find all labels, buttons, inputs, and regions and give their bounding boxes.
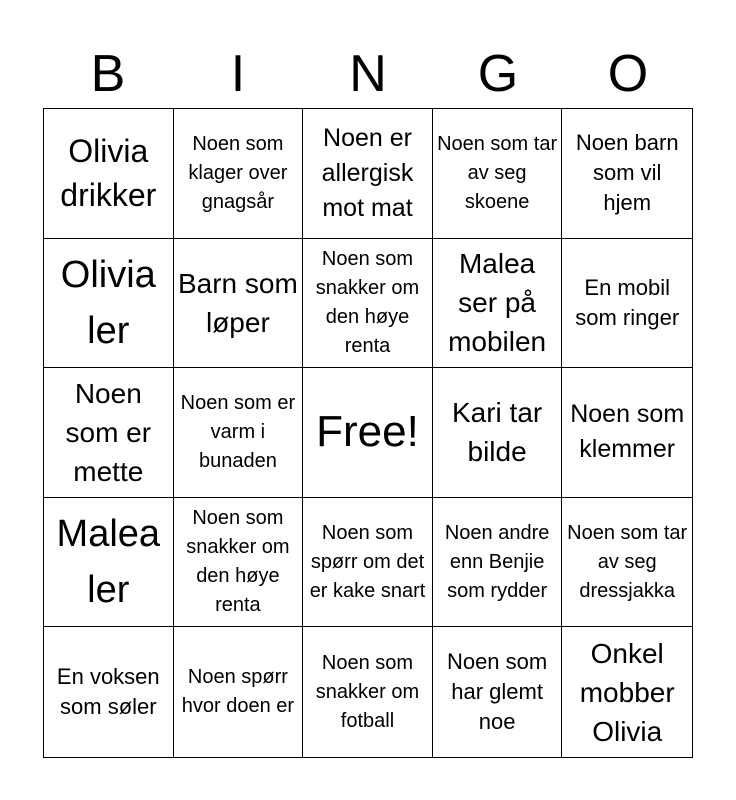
bingo-cell-r2c1[interactable]	[44, 239, 174, 369]
bingo-cell-r1c5[interactable]	[562, 109, 692, 239]
cell-text: Noen som snakker om den høye renta	[186, 507, 290, 617]
bingo-cell-r2c5[interactable]	[562, 239, 692, 369]
bingo-cell-r5c4[interactable]	[433, 627, 563, 757]
cell-text: Olivia drikker	[60, 133, 157, 214]
bingo-cell-r3c1[interactable]	[44, 368, 174, 498]
header-letter-b: B	[90, 45, 126, 103]
header-letter-g: G	[477, 45, 519, 103]
bingo-cell-r1c4[interactable]	[433, 109, 563, 239]
bingo-cell-r3c5[interactable]	[562, 368, 692, 498]
cell-text: Noen som spørr om det er kake snart	[309, 521, 426, 602]
bingo-cell-r1c2[interactable]	[174, 109, 304, 239]
cell-text: Noen som snakker om fotball	[315, 651, 420, 732]
bingo-cell-r2c3[interactable]	[303, 239, 433, 369]
bingo-cell-r4c2[interactable]	[174, 498, 304, 628]
bingo-cell-r2c2[interactable]	[174, 239, 304, 369]
cell-text: Malea ler	[56, 513, 161, 612]
bingo-cell-r5c1[interactable]	[44, 627, 174, 757]
cell-text: Noen spørr hvor doen er	[181, 666, 295, 718]
header-letter-n: N	[349, 45, 387, 103]
cell-text: Onkel mobber Olivia	[579, 637, 675, 747]
bingo-cell-r3c3[interactable]	[303, 368, 433, 498]
cell-text: Kari tar bilde	[451, 397, 543, 468]
bingo-cell-r3c2[interactable]	[174, 368, 304, 498]
header-letter-o: O	[607, 45, 649, 103]
cell-text: Noen barn som vil hjem	[575, 130, 679, 216]
bingo-cell-r2c4[interactable]	[433, 239, 563, 369]
cell-text-free: Free!	[316, 407, 419, 457]
cell-text: Noen er allergisk mot mat	[321, 123, 414, 222]
bingo-header	[43, 40, 693, 108]
cell-text: Noen som er varm i bunaden	[180, 391, 296, 472]
cell-text: En mobil som ringer	[575, 274, 680, 330]
bingo-cell-r1c3[interactable]	[303, 109, 433, 239]
cell-text: Noen som snakker om den høye renta	[315, 247, 420, 357]
bingo-cell-r1c1[interactable]	[44, 109, 174, 239]
bingo-cell-r3c4[interactable]	[433, 368, 563, 498]
cell-text: Noen som tar av seg dressjakka	[567, 521, 688, 602]
cell-text: Noen som er mette	[65, 377, 152, 487]
cell-text: Barn som løper	[177, 267, 298, 338]
bingo-cell-r5c5[interactable]	[562, 627, 692, 757]
cell-text: Noen andre enn Benjie som rydder	[444, 521, 550, 602]
header-letter-i: I	[230, 45, 246, 103]
cell-text: Noen som klager over gnagsår	[188, 132, 288, 213]
cell-text: Olivia ler	[60, 253, 156, 352]
bingo-cell-r5c3[interactable]	[303, 627, 433, 757]
bingo-cell-r4c5[interactable]	[562, 498, 692, 628]
bingo-cell-r4c3[interactable]	[303, 498, 433, 628]
cell-text: Noen som tar av seg skoene	[437, 132, 558, 213]
cell-text: En voksen som søler	[56, 664, 160, 720]
cell-text: Noen som har glemt noe	[446, 649, 548, 735]
bingo-board	[43, 108, 693, 758]
cell-text: Noen som klemmer	[570, 400, 685, 464]
bingo-cell-r4c1[interactable]	[44, 498, 174, 628]
bingo-cell-r4c4[interactable]	[433, 498, 563, 628]
bingo-cell-r5c2[interactable]	[174, 627, 304, 757]
cell-text: Malea ser på mobilen	[448, 248, 547, 358]
